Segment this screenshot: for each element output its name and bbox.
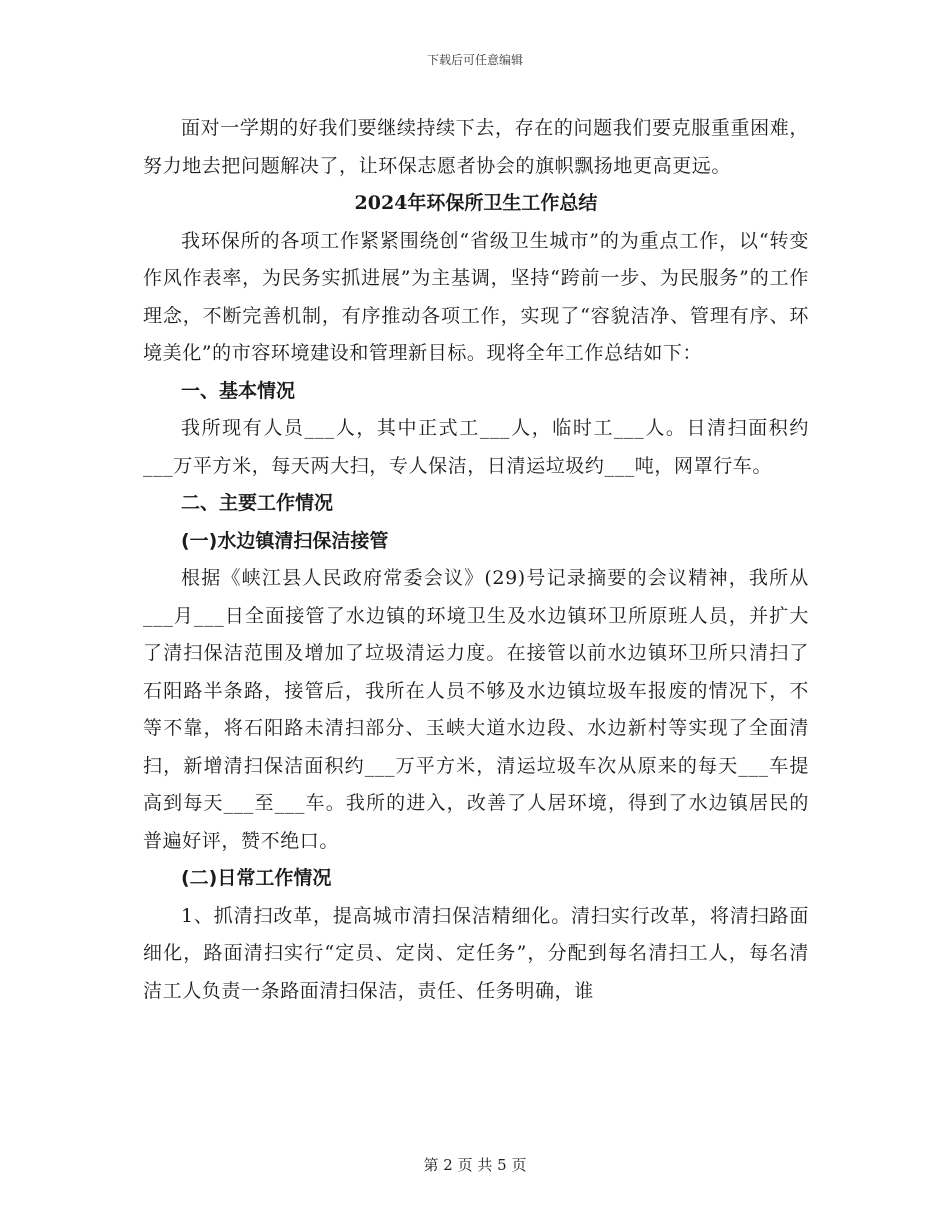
takeover-paragraph: 根据《峡江县人民政府常委会议》(29)号记录摘要的会议精神，我所从___月___日全面接管了水边镇的环境卫生及水边镇环卫所原班人员，并扩大了清扫保洁范围及增加了垃圾清运力度。在接管以前水边镇环卫所只清扫了石阳路半条路，接管后，我所在人员不够及水边镇垃圾车报废的情况下，不等不靠，将石阳路未清扫部分、玉峡大道水边段、水边新村等实现了全面清扫，新增清扫保洁面积约___万平方米，清运垃圾车次从原来的每天___车提高到每天___至___车。我所的进入，改善了人居环境，得到了水边镇居民的普遍好评，赞不绝口。 — [143, 567, 809, 852]
section-heading-basic-situation: 一、基本情况 — [181, 379, 296, 402]
subsection-heading-daily-work: (二)日常工作情况 — [181, 867, 332, 889]
subsection-heading-takeover: (一)水边镇清扫保洁接管 — [181, 529, 389, 552]
document-body — [143, 110, 809, 1010]
daily-work-paragraph: 1、抓清扫改革，提高城市清扫保洁精细化。清扫实行改革，将清扫路面细化，路面清扫实行“定员、定岗、定任务”，分配到每名清扫工人，每名清洁工人负责一条路面清扫保洁，责任、任务明确，谁 — [143, 904, 809, 1002]
basic-situation-paragraph: 我所现有人员___人，其中正式工___人，临时工___人。日清扫面积约___万平方米，每天两大扫，专人保洁，日清运垃圾约___吨，网罩行车。 — [143, 417, 809, 477]
page-header: 下载后可任意编辑 — [426, 53, 523, 67]
intro-paragraph: 面对一学期的好我们要继续持续下去，存在的问题我们要克服重重困难，努力地去把问题解决了，让环保志愿者协会的旗帜飘扬地更高更远。 — [143, 117, 809, 177]
overview-paragraph: 我环保所的各项工作紧紧围绕创“省级卫生城市”的为重点工作，以“转变作风作表率，为民务实抓进展”为主基调，坚持“跨前一步、为民服务”的工作理念，不断完善机制，有序推动各项工作，实现了“容貌洁净、管理有序、环境美化”的市容环境建设和管理新目标。现将全年工作总结如下： — [143, 229, 809, 364]
document-title: 2024年环保所卫生工作总结 — [354, 192, 598, 214]
page-number: 第 2 页 共 5 页 — [423, 1156, 527, 1174]
section-heading-main-work: 二、主要工作情况 — [181, 492, 334, 514]
